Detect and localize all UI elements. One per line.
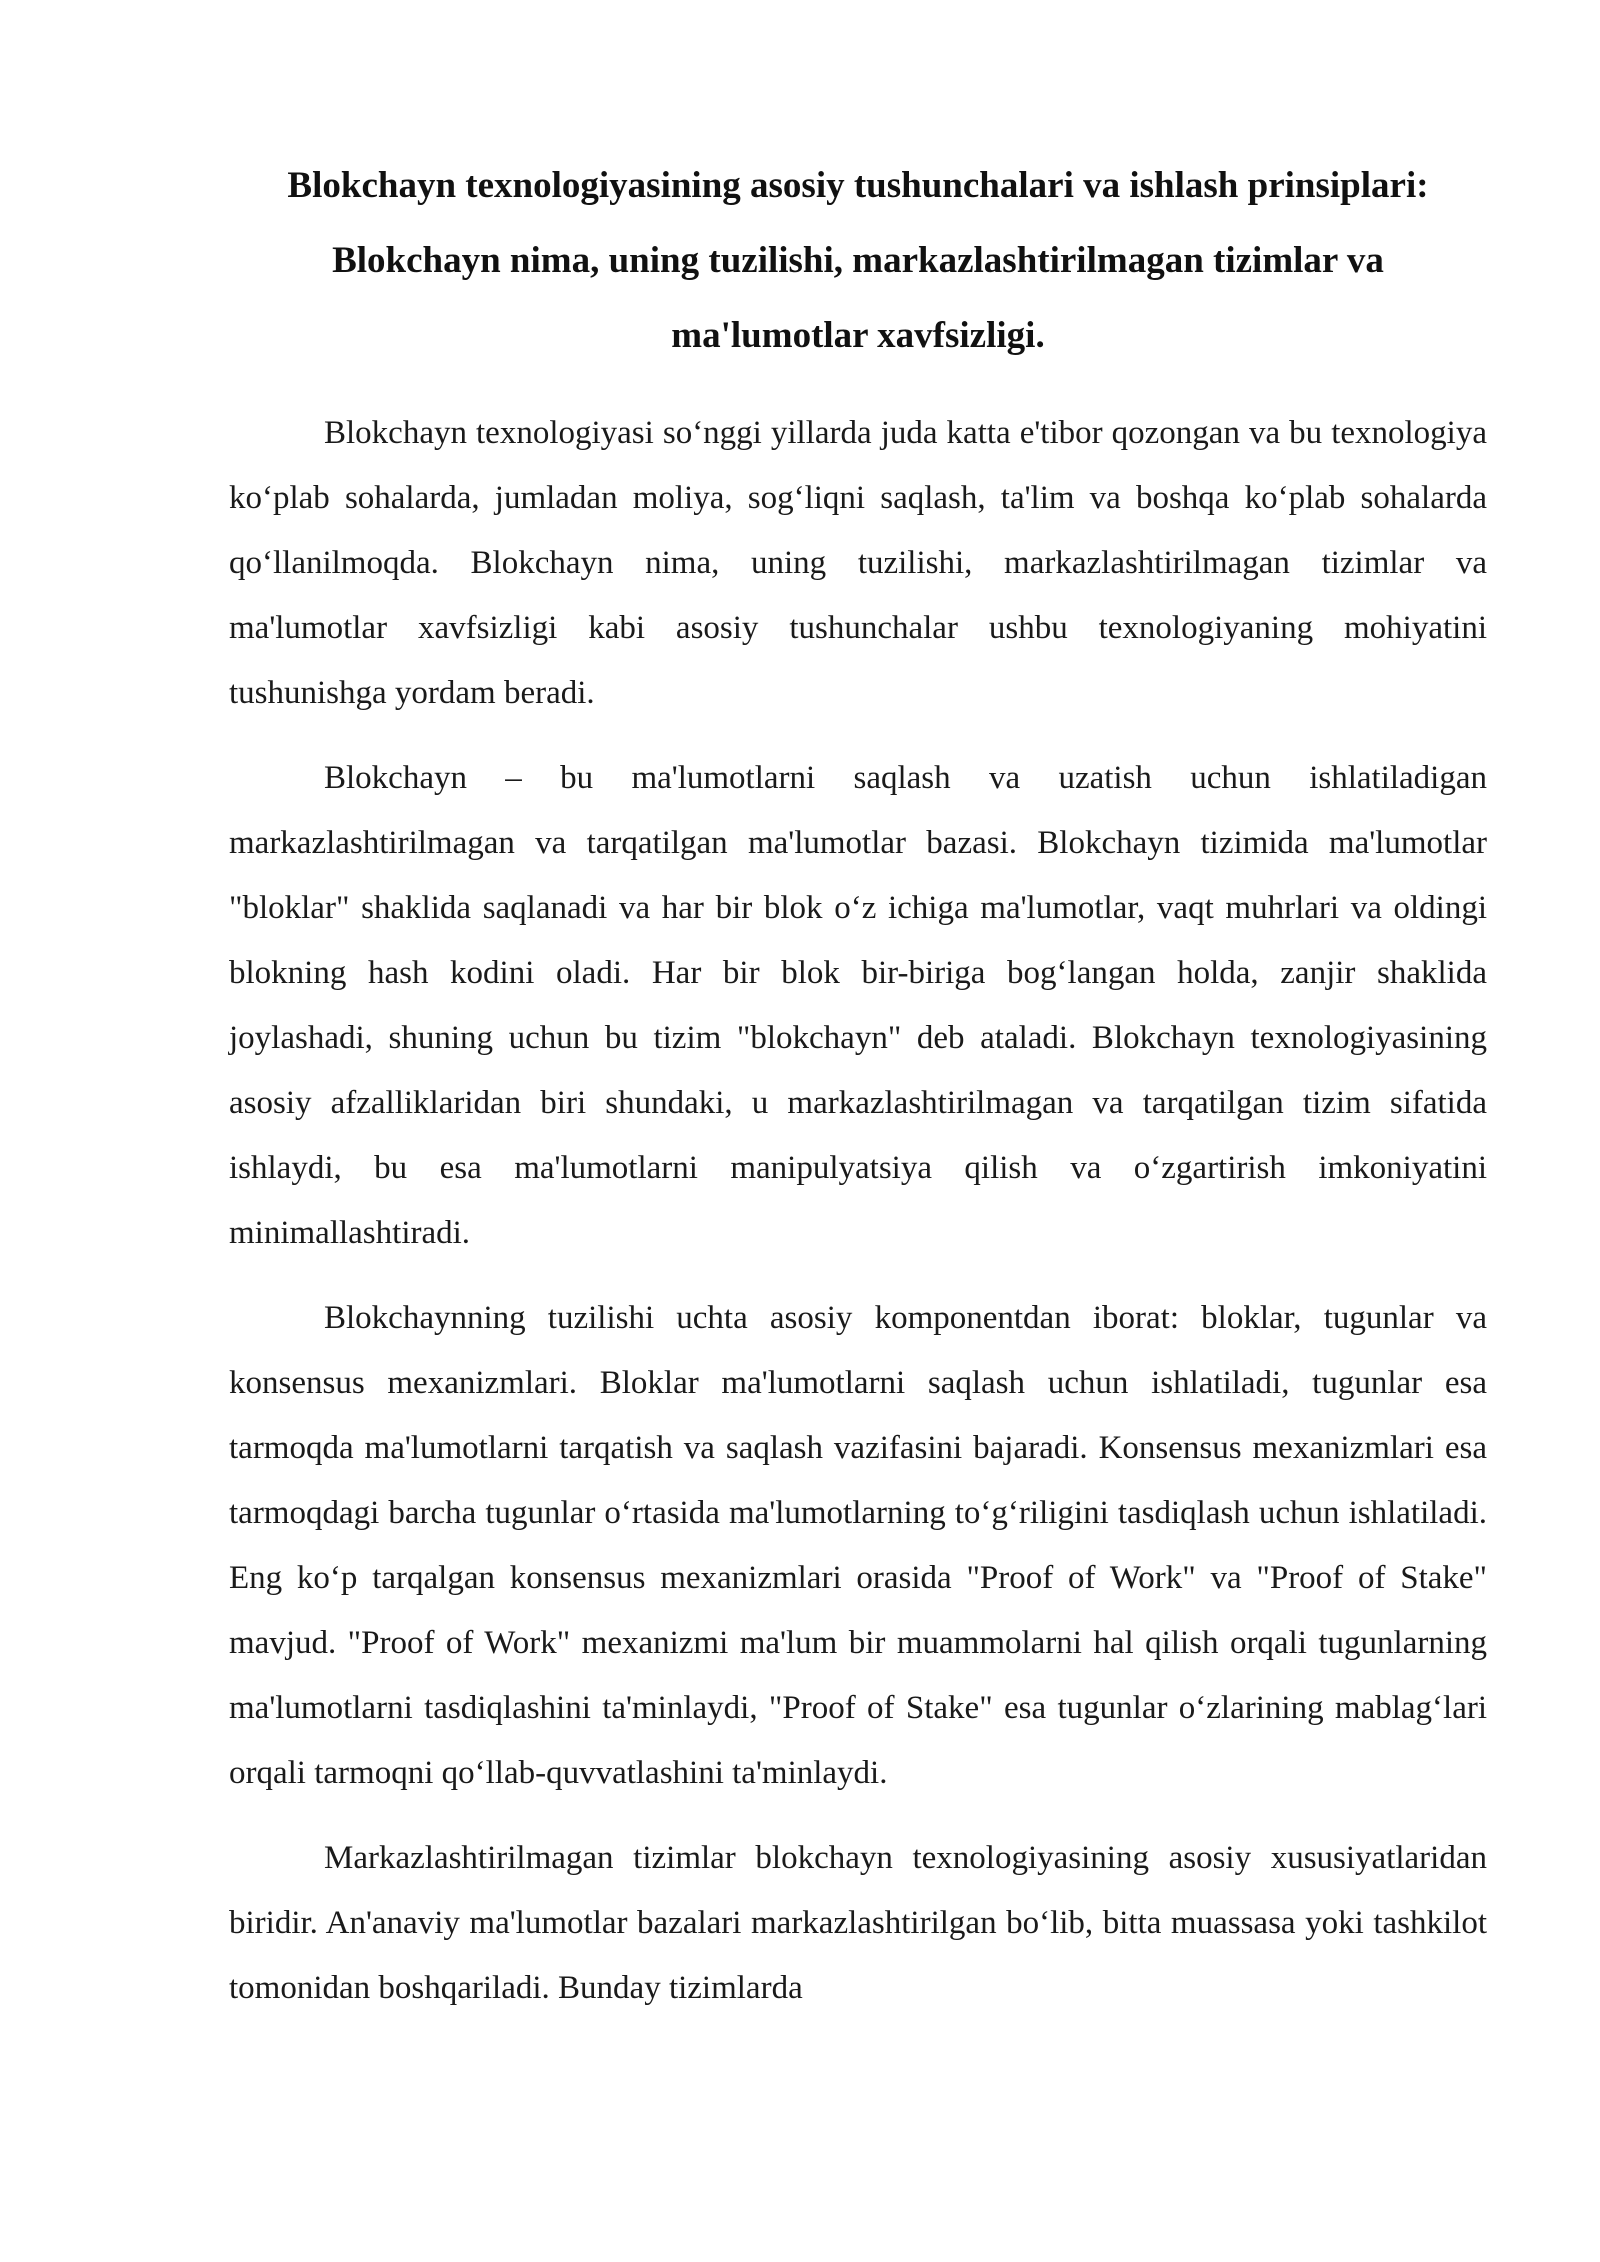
paragraph-structure: Blokchaynning tuzilishi uchta asosiy komponentdan iborat: bloklar, tugunlar va konsensus mexanizmlari. Bloklar ma'lumotlarni saqlash uchun ishlatiladi, tugunlar esa tarmoqda ma'lumotlarni tarqatish va saqlash vazifasini bajaradi. Konsensus mexanizmlari esa tarmoqdagi barcha tugunlar o‘rtasida ma'lumotlarning to‘g‘riligini tasdiqlash uchun ishlatiladi. Eng ko‘p tarqalgan konsensus mexanizmlari orasida "Proof of Work" va "Proof of Stake" mavjud. "Proof of Work" mexanizmi ma'lum bir muammolarni hal qilish orqali tugunlarning ma'lumotlarni tasdiqlashini ta'minlaydi, "Proof of Stake" esa tugunlar o‘zlarining mablag‘lari orqali tarmoqni qo‘llab-quvvatlashini ta'minlaydi.: [229, 1300, 1487, 1791]
paragraph-intro: Blokchayn texnologiyasi so‘nggi yillarda juda katta e'tibor qozongan va bu texnologiya ko‘plab sohalarda, jumladan moliya, sog‘liqni saqlash, ta'lim va boshqa ko‘plab sohalarda qo‘llanilmoqda. Blokchayn nima, uning tuzilishi, markazlashtirilmagan tizimlar va ma'lumotlar xavfsizligi kabi asosiy tushunchalar ushbu texnologiyaning mohiyatini tushunishga yordam beradi.: [229, 415, 1487, 711]
document-title: Blokchayn texnologiyasining asosiy tushunchalari va ishlash prinsiplari: Blokchayn nima, uning tuzilishi, markazlashtirilmagan tizimlar va ma'lumotlar xavfsizligi.: [287, 165, 1429, 356]
paragraph-decentralized: Markazlashtirilmagan tizimlar blokchayn texnologiyasining asosiy xususiyatlaridan biridir. An'anaviy ma'lumotlar bazalari markazlashtirilgan bo‘lib, bitta muassasa yoki tashkilot tomonidan boshqariladi. Bunday tizimlarda: [229, 1840, 1487, 2006]
document-page: [229, 148, 1487, 2041]
paragraph-definition: Blokchayn – bu ma'lumotlarni saqlash va uzatish uchun ishlatiladigan markazlashtirilmagan va tarqatilgan ma'lumotlar bazasi. Blokchayn tizimida ma'lumotlar "bloklar" shaklida saqlanadi va har bir blok o‘z ichiga ma'lumotlar, vaqt muhrlari va oldingi blokning hash kodini oladi. Har bir blok bir-biriga bog‘langan holda, zanjir shaklida joylashadi, shuning uchun bu tizim "blokchayn" deb ataladi. Blokchayn texnologiyasining asosiy afzalliklaridan biri shundaki, u markazlashtirilmagan va tarqatilgan tizim sifatida ishlaydi, bu esa ma'lumotlarni manipulyatsiya qilish va o‘zgartirish imkoniyatini minimallashtiradi.: [229, 760, 1487, 1251]
